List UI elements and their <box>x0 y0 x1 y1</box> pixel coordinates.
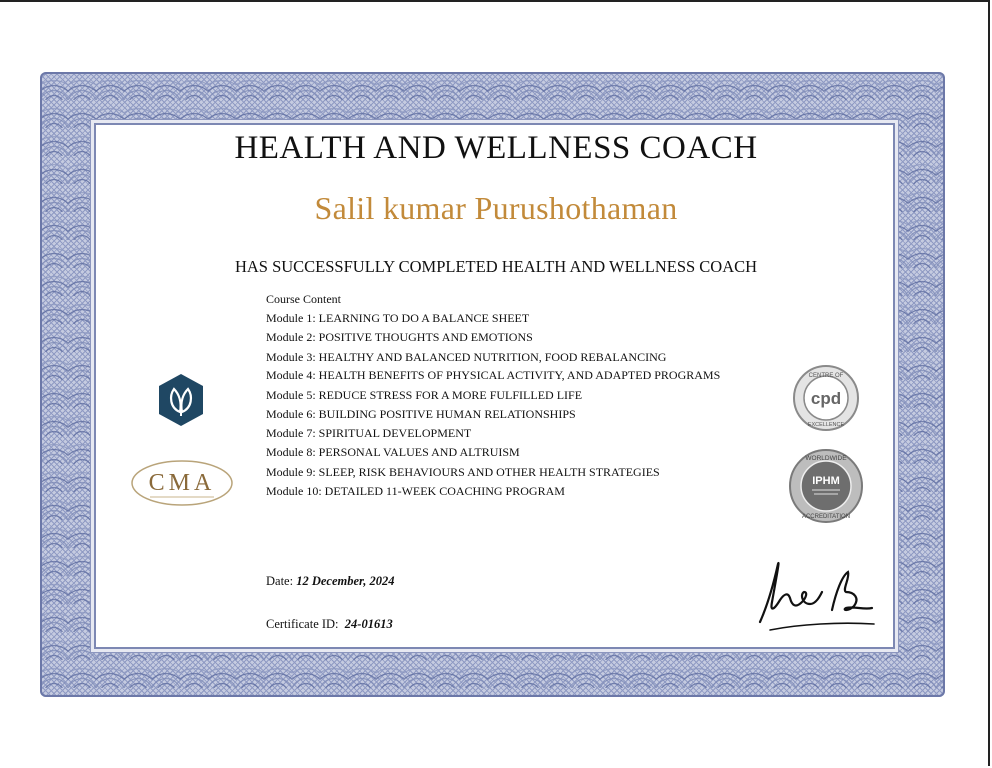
date-value: 12 December, 2024 <box>296 574 395 588</box>
iphm-seal-center-text: IPHM <box>812 475 840 487</box>
module-item: Module 1: LEARNING TO DO A BALANCE SHEET <box>266 311 530 326</box>
cpd-seal-icon <box>792 364 860 432</box>
module-item: Module 10: DETAILED 11-WEEK COACHING PROGRAM <box>266 483 565 498</box>
cma-logo-text: CMA <box>148 470 216 496</box>
cma-logo-icon <box>130 457 234 509</box>
cpd-seal-top-text: CENTRE OF <box>808 373 844 379</box>
course-content-heading: Course Content <box>266 292 341 306</box>
leaf-hexagon-logo-icon <box>156 372 206 428</box>
module-item: Module 6: BUILDING POSITIVE HUMAN RELATIONSHIPS <box>266 407 576 422</box>
recipient-name: Salil kumar Purushothaman <box>314 190 678 226</box>
module-item: Module 7: SPIRITUAL DEVELOPMENT <box>266 426 472 441</box>
module-item: Module 8: PERSONAL VALUES AND ALTRUISM <box>266 445 520 460</box>
module-item: Module 5: REDUCE STRESS FOR A MORE FULFILLED LIFE <box>266 387 583 402</box>
iphm-seal-icon <box>788 448 864 524</box>
module-item: Module 3: HEALTHY AND BALANCED NUTRITION, FOOD REBALANCING <box>266 349 667 364</box>
module-item: Module 4: HEALTH BENEFITS OF PHYSICAL ACTIVITY, AND ADAPTED PROGRAMS <box>266 367 721 382</box>
signature-icon <box>750 552 880 636</box>
module-item: Module 9: SLEEP, RISK BEHAVIOURS AND OTHER HEALTH STRATEGIES <box>266 464 660 479</box>
iphm-seal-bottom-text: ACCREDITATION <box>801 514 851 520</box>
iphm-seal-top-text: WORLDWIDE <box>805 455 847 462</box>
certificate-id-value: 24-01613 <box>344 617 393 631</box>
certificate-title: HEALTH AND WELLNESS COACH <box>234 130 758 166</box>
certificate-id-label: Certificate ID: <box>266 617 339 631</box>
date-row <box>266 574 394 589</box>
date-label: Date: <box>266 574 294 588</box>
cpd-seal-center-text: cpd <box>810 389 842 408</box>
course-content <box>266 290 736 501</box>
cpd-seal-bottom-text: EXCELLENCE <box>807 422 845 428</box>
completion-statement: HAS SUCCESSFULLY COMPLETED HEALTH AND WELLNESS COACH <box>234 257 758 276</box>
certificate-id-row <box>266 617 393 632</box>
module-item: Module 2: POSITIVE THOUGHTS AND EMOTIONS <box>266 330 533 345</box>
